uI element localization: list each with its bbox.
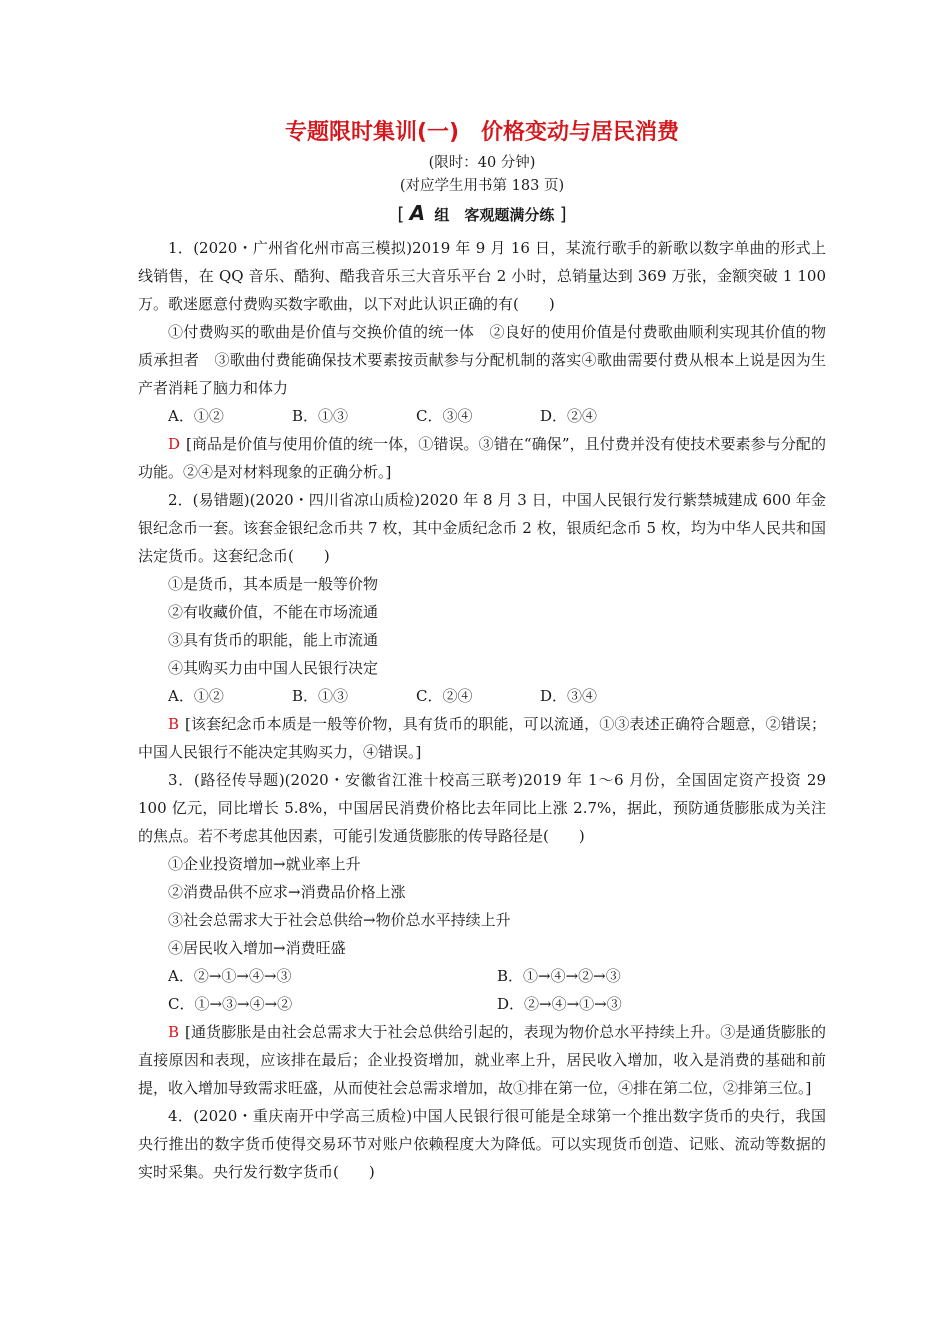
- option-c: C．③④: [416, 407, 473, 425]
- question-3-options-row-1: [138, 962, 826, 990]
- page-content: [138, 118, 826, 1186]
- statement: ①企业投资增加→就业率上升: [168, 855, 361, 873]
- option-b: B．①③: [292, 407, 349, 425]
- option-a: A．②→①→④→③: [168, 967, 292, 985]
- group-heading: [138, 200, 826, 228]
- option-c: C．②④: [416, 687, 473, 705]
- answer-analysis: [通货膨胀是由社会总需求大于社会总供给引起的，表现为物价总水平持续上升。③是通货膨胀的直接原因和表现，应该排在最后；企业投资增加，就业率上升，居民收入增加，收入是消费的基础和前提，收入增加导致需求旺盛，从而使社会总需求增加，故①排在第一位，④排在第二位，②排第三位。]: [138, 1023, 826, 1097]
- question-2-stem: 2．(易错题)(2020・四川省凉山质检)2020 年 8 月 3 日，中国人民银行发行紫禁城建成 600 年金银纪念币一套。该套金银纪念币共 7 枚，其中金质纪念币 2 枚，银质纪念币 5 枚，均为中华人民共和国法定货币。这套纪念币( ): [138, 491, 826, 565]
- option-c: C．①→③→④→②: [168, 995, 293, 1013]
- group-label: 组 客观题满分练: [434, 206, 555, 224]
- question-2-options: [138, 682, 826, 710]
- question-3-options-row-2: [138, 990, 826, 1018]
- option-b: B．①③: [292, 687, 349, 705]
- group-bracket-right: ]: [559, 204, 567, 225]
- statement: ③社会总需求大于社会总供给→物价总水平持续上升: [168, 911, 511, 929]
- page-title: 专题限时集训(一) 价格变动与居民消费: [284, 120, 680, 145]
- question-3-answer: [138, 1018, 826, 1102]
- option-d: D．②→④→①→③: [497, 995, 622, 1013]
- group-letter: A: [409, 201, 426, 225]
- option-d: D．②④: [540, 407, 598, 425]
- time-limit: (限时：40 分钟): [428, 155, 536, 171]
- statement: ②消费品供不应求→消费品价格上涨: [168, 883, 406, 901]
- statement: ③具有货币的职能，能上市流通: [168, 631, 379, 649]
- question-3-stem: 3．(路径传导题)(2020・安徽省江淮十校高三联考)2019 年 1～6 月份，全国固定资产投资 29 100 亿元，同比增长 5.8%，中国居民消费价格比去年同比上涨 2.7%，据此，预防通货膨胀成为关注的焦点。若不考虑其他因素，可能引发通货膨胀的传导路径是( ): [138, 771, 826, 845]
- book-reference: (对应学生用书第 183 页): [399, 178, 565, 194]
- question-1-stem: 1．(2020・广州省化州市高三模拟)2019 年 9 月 16 日，某流行歌手的新歌以数字单曲的形式上线销售，在 QQ 音乐、酷狗、酷我音乐三大音乐平台 2 小时，总销量达到 369 万张，金额突破 1 100 万。歌迷愿意付费购买数字歌曲，以下对此认识正确的有( ): [138, 239, 826, 313]
- group-bracket-left: [: [397, 204, 405, 225]
- statement: ④居民收入增加→消费旺盛: [168, 939, 346, 957]
- answer-key: D: [168, 435, 181, 453]
- question-2-answer: [138, 710, 826, 766]
- option-a: A．①②: [168, 687, 224, 705]
- question-1-options: [138, 402, 826, 430]
- answer-key: B: [168, 1023, 180, 1041]
- statement: ④其购买力由中国人民银行决定: [168, 659, 379, 677]
- question-1-statements: ①付费购买的歌曲是价值与交换价值的统一体 ②良好的使用价值是付费歌曲顺利实现其价值的物质承担者 ③歌曲付费能确保技术要素按贡献参与分配机制的落实④歌曲需要付费从根本上说是因为生产者消耗了脑力和体力: [138, 323, 826, 397]
- answer-key: B: [168, 715, 180, 733]
- statement: ①是货币，其本质是一般等价物: [168, 575, 379, 593]
- option-a: A．①②: [168, 407, 224, 425]
- option-b: B．①→④→②→③: [497, 967, 621, 985]
- answer-analysis: [商品是价值与使用价值的统一体，①错误。③错在“确保”，且付费并没有使技术要素参与分配的功能。②④是对材料现象的正确分析。]: [138, 435, 826, 481]
- question-1-answer: [138, 430, 826, 486]
- statement: ②有收藏价值，不能在市场流通: [168, 603, 379, 621]
- option-d: D．③④: [540, 687, 598, 705]
- question-4-stem: 4．(2020・重庆南开中学高三质检)中国人民银行很可能是全球第一个推出数字货币的央行，我国央行推出的数字货币使得交易环节对账户依赖程度大为降低。可以实现货币创造、记账、流动等数据的实时采集。央行发行数字货币( ): [138, 1107, 826, 1181]
- answer-analysis: [该套纪念币本质是一般等价物，具有货币的职能，可以流通，①③表述正确符合题意，②错误；中国人民银行不能决定其购买力，④错误。]: [138, 715, 826, 761]
